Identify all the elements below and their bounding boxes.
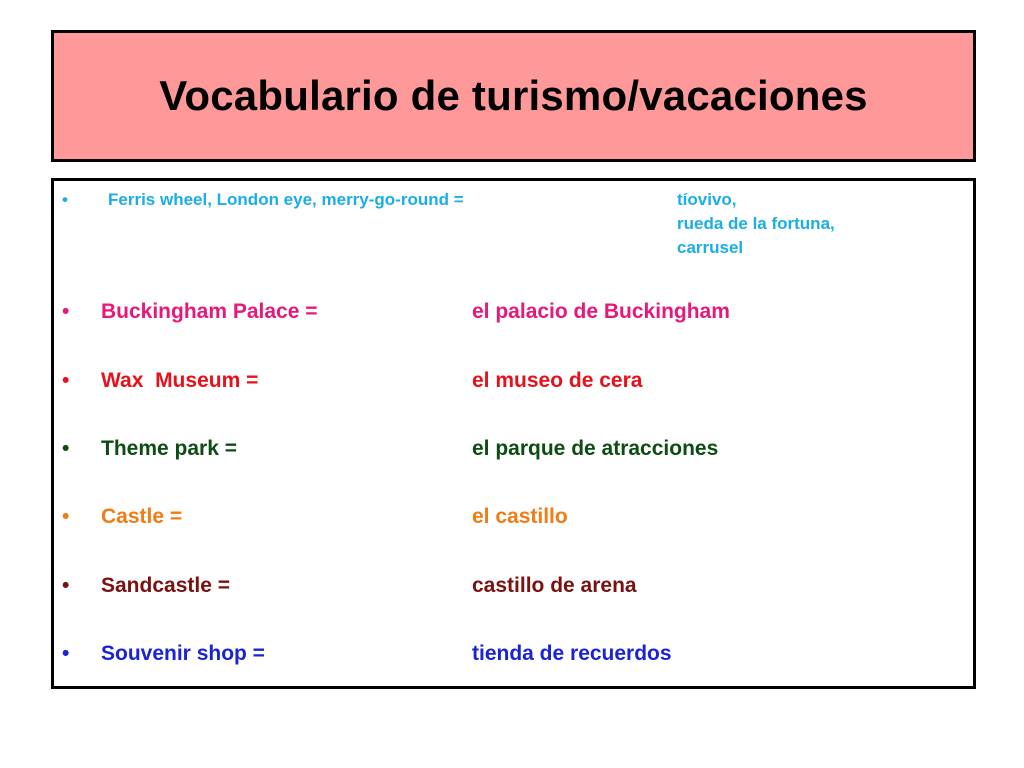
spanish-line: rueda de la fortuna, — [677, 214, 835, 233]
english-term: Ferris wheel, London eye, merry-go-round = — [108, 190, 464, 209]
spanish-translation: el museo de cera — [472, 369, 643, 392]
spanish-translation — [677, 188, 835, 260]
english-term: Sandcastle = — [101, 574, 230, 597]
english-term: Wax Museum = — [101, 369, 259, 392]
bullet-icon: • — [62, 369, 70, 392]
bullet-icon: • — [62, 505, 70, 528]
spanish-translation: castillo de arena — [472, 574, 637, 597]
spanish-translation: el castillo — [472, 505, 568, 528]
english-term: Souvenir shop = — [101, 642, 265, 665]
bullet-icon: • — [62, 574, 70, 597]
spanish-translation: el palacio de Buckingham — [472, 300, 730, 323]
english-term: Buckingham Palace = — [101, 300, 318, 323]
title-box — [51, 30, 976, 162]
bullet-icon: • — [62, 300, 70, 323]
english-term: Castle = — [101, 505, 183, 528]
spanish-line: carrusel — [677, 238, 744, 257]
vocabulary-list — [51, 178, 976, 689]
bullet-icon: • — [62, 642, 70, 665]
spanish-translation: tienda de recuerdos — [472, 642, 672, 665]
english-term: Theme park = — [101, 437, 237, 460]
bullet-icon: • — [62, 437, 70, 460]
spanish-line: tíovivo, — [677, 190, 737, 209]
spanish-translation: el parque de atracciones — [472, 437, 719, 460]
bullet-icon: • — [62, 190, 68, 209]
slide-title: Vocabulario de turismo/vacaciones — [159, 72, 868, 119]
